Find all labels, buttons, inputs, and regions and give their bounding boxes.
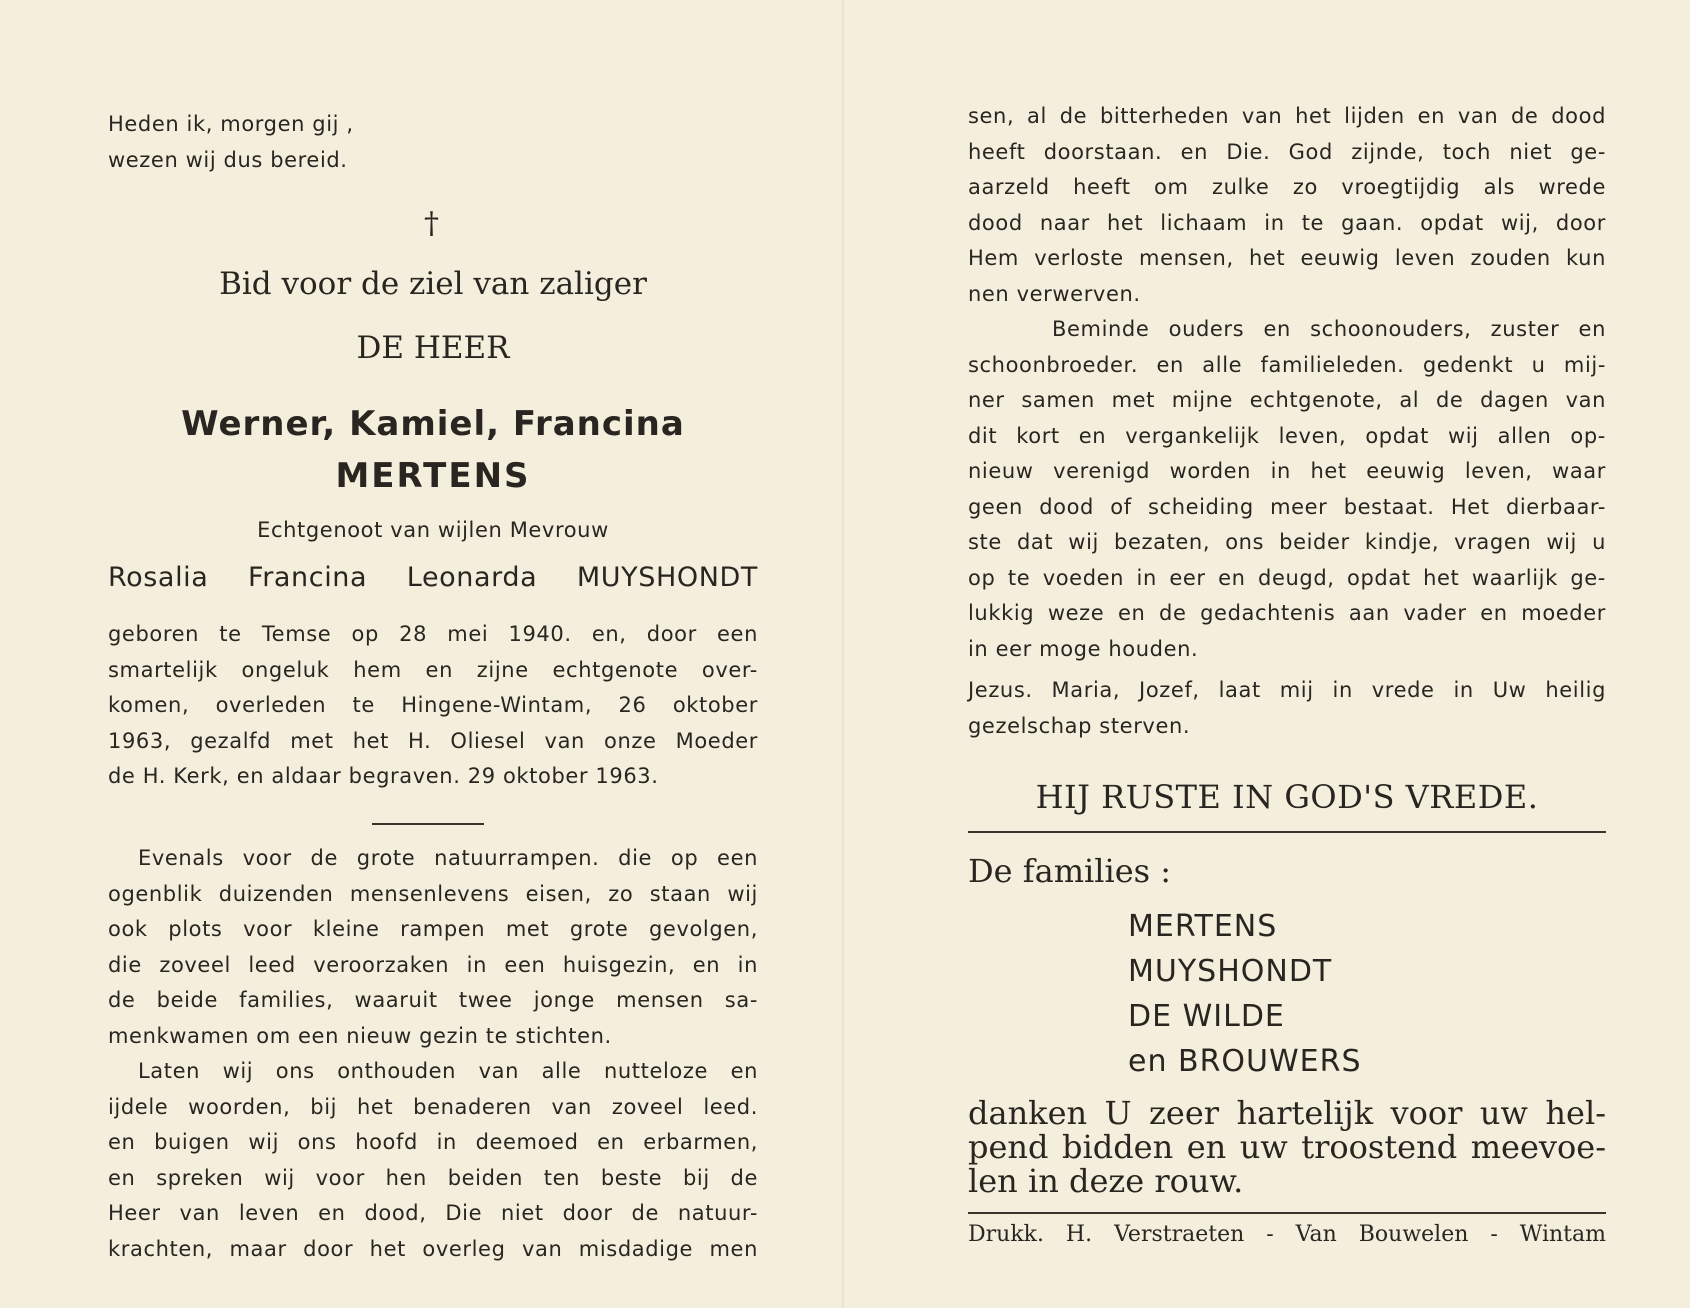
printer-credit: Drukk. H. Verstraeten - Van Bouwelen - Wintam	[968, 1222, 1606, 1247]
divider	[372, 823, 484, 825]
text-line: nen verwerven.	[968, 281, 1141, 306]
cross-icon: †	[424, 206, 439, 241]
reflection-line: de beide families, waaruit twee jonge mensen sa-	[108, 988, 758, 1012]
prayer-line: Bid voor de ziel van zaliger	[219, 266, 647, 302]
reflection-line: en buigen wij ons hoofd in deemoed en erbarmen,	[108, 1130, 758, 1154]
thanks-line: len in deze rouw.	[968, 1162, 1244, 1200]
family-name: DE WILDE	[1128, 999, 1285, 1034]
reflection-line: krachten, maar door het overleg van misdadige men	[108, 1236, 758, 1261]
biography-line: komen, overleden te Hingene-Wintam, 26 oktober	[108, 693, 758, 717]
rest-in-peace: HIJ RUSTE IN GOD'S VREDE.	[1035, 778, 1539, 816]
thanks-line: danken U zeer hartelijk voor uw hel-	[968, 1094, 1606, 1132]
reflection-line: en spreken wij voor hen beiden ten beste bij de	[108, 1165, 758, 1190]
reflection-text	[108, 846, 758, 1272]
reflection-line: menkwamen om een nieuw gezin te stichten.	[108, 1023, 612, 1048]
text-line: sen, al de bitterheden van het lijden en van de dood	[968, 104, 1606, 128]
spouse-intro: Echtgenoot van wijlen Mevrouw	[257, 518, 609, 542]
honorific-title: DE HEER	[356, 330, 510, 366]
biography	[108, 622, 758, 800]
biography-line: smartelijk ongeluk hem en zijne echtgenote over-	[108, 657, 758, 682]
thanks-text	[968, 1094, 1606, 1200]
biography-line: geboren te Temse op 28 mei 1940. en, door een	[108, 622, 758, 646]
text-line: Beminde ouders en schoonouders, zuster en	[1052, 317, 1606, 341]
text-line: ste dat wij bezaten, ons beider kindje, vragen wij u	[968, 530, 1606, 554]
text-line: Hem verloste mensen, het eeuwig leven zouden kun	[968, 246, 1606, 270]
reflection-line: die zoveel leed veroorzaken in een huisgezin, en in	[108, 952, 758, 977]
motto-line: wezen wij dus bereid.	[108, 148, 348, 172]
deceased-surname: MERTENS	[335, 456, 531, 496]
invocation-line: Jezus. Maria, Jozef, laat mij in vrede in Uw heilig	[968, 678, 1606, 702]
reflection-line: Heer van leven en dood, Die niet door de natuur-	[108, 1201, 758, 1225]
family-names	[1128, 904, 1362, 1084]
motto-line: Heden ik, morgen gij ,	[108, 112, 354, 136]
text-line: dit kort en vergankelijk leven, opdat wij allen op-	[968, 423, 1606, 448]
text-line: geen dood of scheiding meer bestaat. Het dierbaar-	[968, 494, 1606, 519]
text-line: in eer moge houden.	[968, 636, 1199, 661]
reflection-line: Laten wij ons onthouden van alle nutteloze en	[138, 1059, 758, 1083]
text-line: aarzeld heeft om zulke zo vroegtijdig als wrede	[968, 175, 1606, 199]
reflection-line: Evenals voor de grote natuurrampen. die op een	[138, 846, 758, 870]
text-line: nieuw verenigd worden in het eeuwig leven, waar	[968, 459, 1606, 483]
text-line: heeft doorstaan. en Die. God zijnde, toch niet ge-	[968, 139, 1606, 164]
biography-line: de H. Kerk, en aldaar begraven. 29 oktober 1963.	[108, 764, 659, 788]
divider	[968, 1212, 1606, 1214]
center-fold	[842, 0, 844, 1308]
family-name: MERTENS	[1128, 909, 1278, 944]
text-line: dood naar het lichaam in te gaan. opdat wij, door	[968, 210, 1606, 235]
family-name: MUYSHONDT	[1128, 954, 1333, 989]
thanks-line: pend bidden en uw troostend meevoe-	[968, 1128, 1606, 1166]
text-line: schoonbroeder. en alle familieleden. gedenkt u mij-	[968, 352, 1606, 377]
continued-text	[968, 104, 1606, 749]
biography-line: 1963, gezalfd met het H. Oliesel van onze Moeder	[108, 728, 758, 753]
text-line: ner samen met mijne echtgenote, al de dagen van	[968, 388, 1606, 412]
text-line: op te voeden in eer en deugd, opdat het waarlijk ge-	[968, 565, 1606, 590]
text-line: lukkig weze en de gedachtenis aan vader en moeder	[968, 601, 1606, 625]
reflection-line: ijdele woorden, bij het benaderen van zoveel leed.	[108, 1094, 758, 1119]
reflection-line: ook plots voor kleine rampen met grote gevolgen,	[108, 917, 758, 941]
divider	[968, 831, 1606, 833]
spouse-name: Rosalia Francina Leonarda MUYSHONDT	[108, 562, 758, 593]
reflection-line: ogenblik duizenden mensenlevens eisen, zo staan wij	[108, 881, 758, 906]
motto	[108, 106, 354, 178]
family-name: en BROUWERS	[1128, 1044, 1362, 1079]
deceased-first-names: Werner, Kamiel, Francina	[181, 404, 685, 444]
families-label: De families :	[968, 852, 1172, 890]
invocation-line: gezelschap sterven.	[968, 713, 1191, 738]
